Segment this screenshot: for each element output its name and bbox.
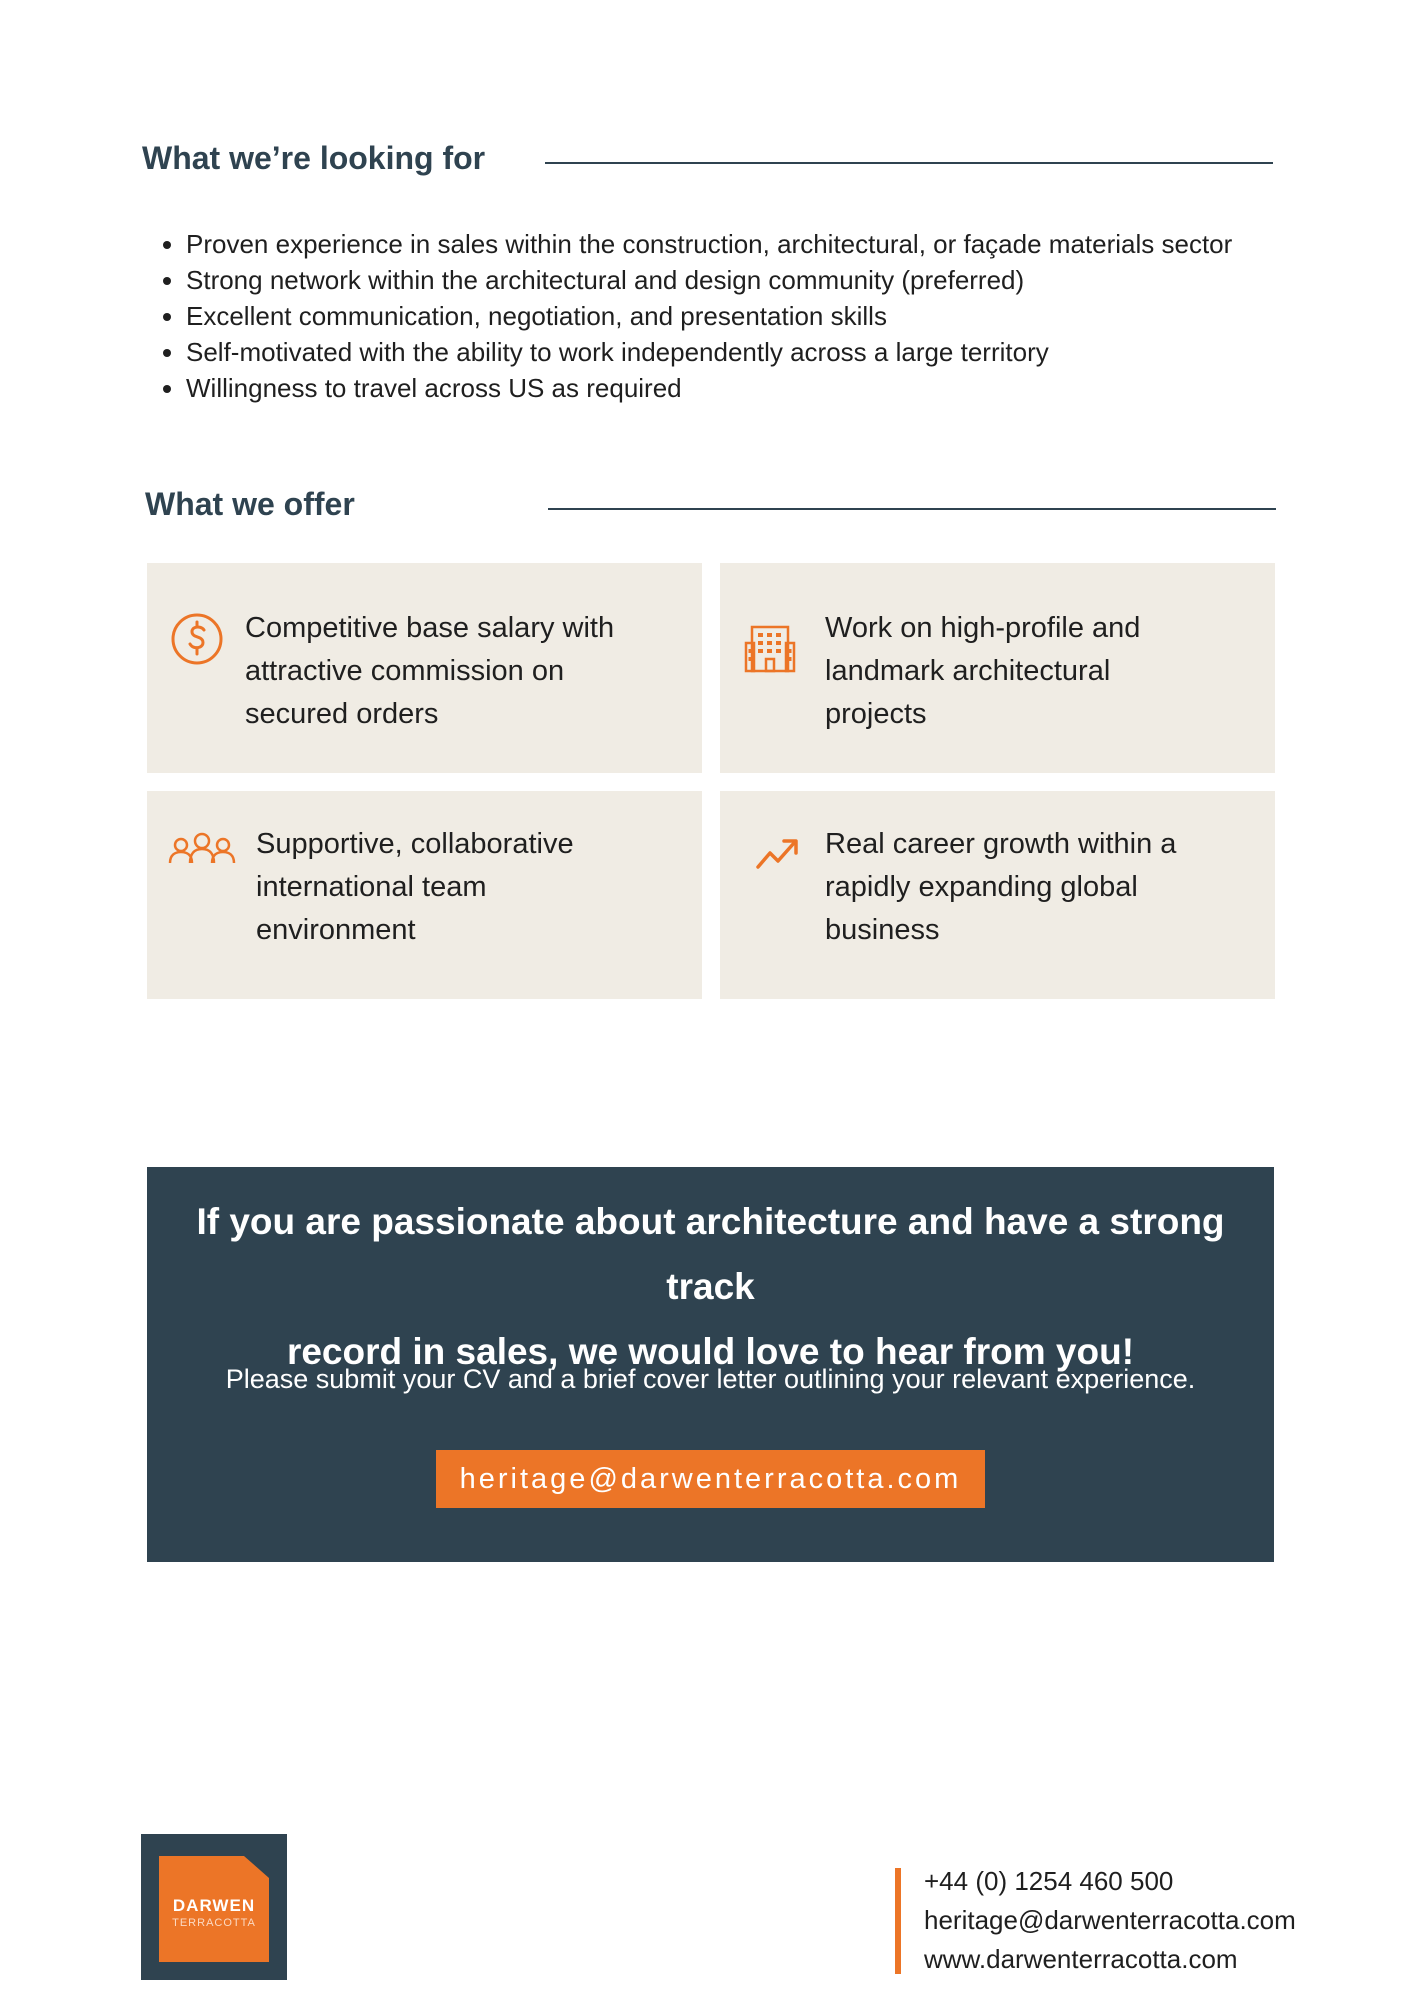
card-line: international team [256,871,487,903]
offer-card-text [245,607,614,736]
looking-for-heading: What we’re looking for [142,140,486,176]
cta-subtext: Please submit your CV and a brief cover letter outlining your relevant experience. [225,1364,1196,1394]
list-item: • Willingness to travel across US as required [186,370,1326,406]
list-item: • Proven experience in sales within the construction, architectural, or façade materials sector [186,226,1326,262]
looking-for-divider [545,162,1273,164]
requirements-list [148,226,1326,406]
card-line: environment [256,914,416,946]
offer-card-projects [720,563,1275,773]
dollar-circle-icon [169,611,225,667]
list-item: • Strong network within the architectural and design community (preferred) [186,262,1326,298]
card-line: Work on high-profile and [825,612,1141,644]
list-item: • Self-motivated with the ability to work independently across a large territory [186,334,1326,370]
card-line: Competitive base salary with [245,612,615,644]
contact-accent-bar [895,1868,901,1974]
card-line: Real career growth within a [825,828,1177,860]
contact-phone[interactable]: +44 (0) 1254 460 500 [924,1866,1174,1896]
looking-for-section-header [142,140,485,177]
building-icon [742,619,798,675]
apply-email-button[interactable]: heritage@darwenterracotta.com [436,1450,985,1508]
offer-divider [548,508,1276,510]
card-line: rapidly expanding global [825,871,1138,903]
logo-name: DARWEN [172,1896,256,1915]
team-icon [167,827,237,883]
trending-up-icon [754,827,810,883]
card-line: attractive commission on [245,655,565,687]
cta-headline-line: record in sales, we would love to hear from you! [286,1331,1135,1372]
cta-headline-line: If you are passionate about architecture and have a strong track [196,1201,1225,1307]
card-line: Supportive, collaborative [256,828,574,860]
cta-headline [167,1189,1254,1384]
contact-info [924,1862,1296,1979]
call-to-action-panel [147,1167,1274,1562]
offer-card-growth [720,791,1275,999]
card-line: business [825,914,940,946]
company-logo [141,1834,287,1980]
card-line: landmark architectural [825,655,1111,687]
offer-card-text [256,823,574,952]
offer-heading: What we offer [145,486,355,522]
offer-card-text [825,607,1140,736]
card-line: projects [825,698,927,730]
offer-card-text [825,823,1176,952]
contact-website[interactable]: www.darwenterracotta.com [924,1944,1238,1974]
offer-card-team [147,791,702,999]
offer-card-salary [147,563,702,773]
card-line: secured orders [245,698,439,730]
list-item: • Excellent communication, negotiation, and presentation skills [186,298,1326,334]
logo-subname: TERRACOTTA [172,1917,256,1929]
offer-section-header [145,486,355,523]
contact-email[interactable]: heritage@darwenterracotta.com [924,1905,1296,1935]
